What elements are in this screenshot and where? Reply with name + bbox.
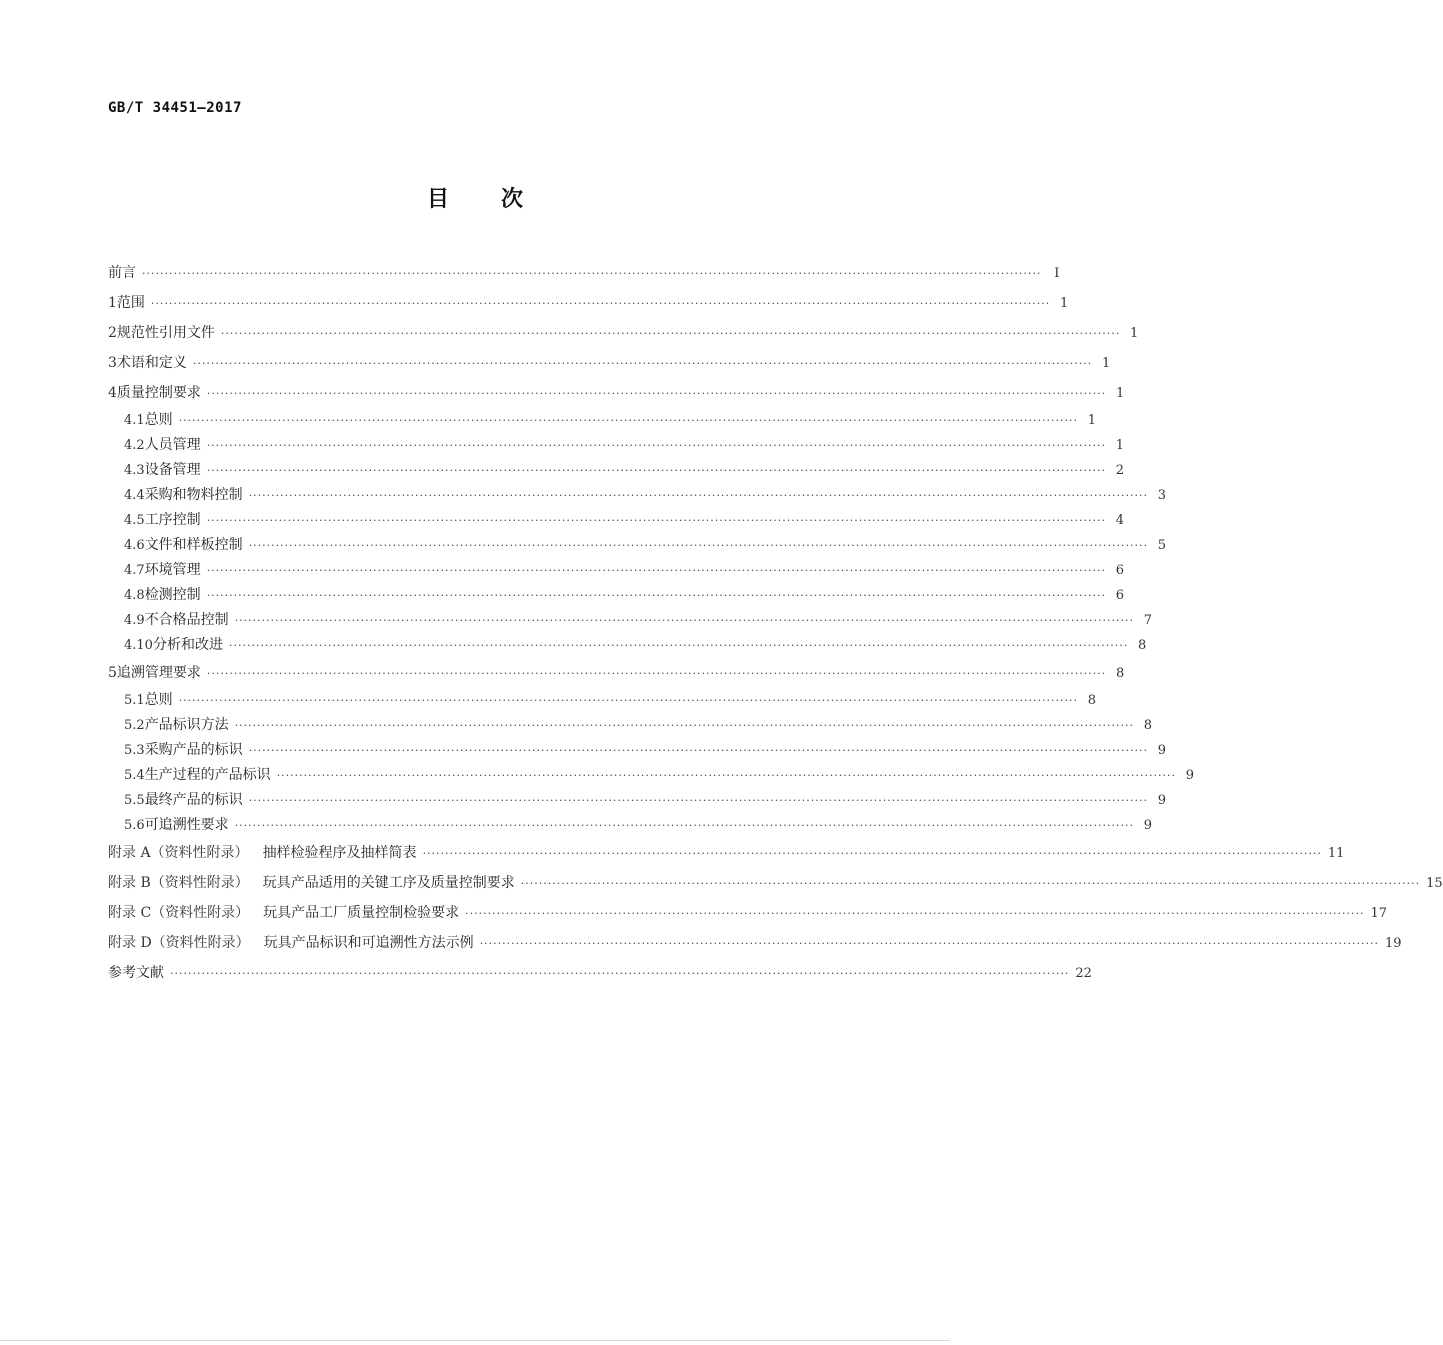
toc-entry-number: 4.6 [124, 538, 145, 553]
toc-leader-dots: ········································································································································································································ [228, 639, 1129, 652]
toc-leader-dots: ········································································································································································································ [206, 439, 1107, 452]
toc-leader-dots: ········································································································································································································ [465, 907, 1365, 920]
toc-entry-title: 参考文献 [108, 965, 164, 981]
toc-leader-dots: ········································································································································································································ [206, 514, 1107, 527]
toc-entry-number: 3 [108, 355, 117, 371]
toc-page-number: 1 [1059, 296, 1069, 311]
toc-entry[interactable] [108, 483, 1167, 508]
toc-entry-title: 设备管理 [144, 462, 201, 478]
toc-entry-number: 4.7 [124, 563, 145, 578]
toc-leader-dots: ········································································································································································································ [220, 327, 1121, 340]
toc-annex-label: 附录 C（资料性附录） [108, 905, 250, 921]
toc-leader-dots: ········································································································································································································ [178, 694, 1079, 707]
toc-annex-label: 附录 A（资料性附录） [108, 845, 249, 861]
toc-entry[interactable] [108, 378, 1125, 408]
toc-entry[interactable] [108, 868, 1443, 898]
toc-entry-number: 4.5 [124, 513, 145, 528]
toc-entry[interactable] [108, 788, 1167, 813]
toc-page-number: 2 [1115, 463, 1125, 478]
toc-page-number: 9 [1143, 818, 1153, 833]
toc-entry-title: 环境管理 [144, 562, 201, 578]
toc-entry[interactable] [108, 763, 1195, 788]
toc-entry-number: 5.1 [124, 693, 145, 708]
toc-entry-number: 5 [108, 665, 117, 681]
toc-leader-dots: ········································································································································································································ [234, 819, 1135, 832]
toc-entry-title: 规范性引用文件 [116, 325, 215, 341]
toc-page-number: 6 [1115, 588, 1125, 603]
toc-page-number: 8 [1138, 638, 1147, 653]
toc-entry-title: 玩具产品标识和可追溯性方法示例 [263, 935, 474, 951]
toc-page-number: 7 [1143, 613, 1153, 628]
toc-annex-label: 附录 B（资料性附录） [108, 875, 249, 891]
toc-entry[interactable] [108, 928, 1402, 958]
toc-entry-number: 5.5 [124, 793, 145, 808]
toc-entry-number: 5.6 [124, 818, 145, 833]
toc-leader-dots: ········································································································································································································ [248, 794, 1149, 807]
toc-entry[interactable] [108, 633, 1147, 658]
toc-page-number: 1 [1087, 413, 1097, 428]
toc-entry[interactable] [108, 348, 1111, 378]
toc-entry-number: 4.9 [124, 613, 145, 628]
toc-leader-dots: ········································································································································································································ [170, 967, 1070, 980]
toc-entry-number: 5.3 [124, 743, 145, 758]
toc-leader-dots: ········································································································································································································ [248, 744, 1149, 757]
toc-page-number: Ⅰ [1054, 266, 1060, 281]
standard-code: GB/T 34451—2017 [108, 100, 242, 116]
toc-entry-title: 工序控制 [144, 512, 201, 528]
toc-page-number: 4 [1115, 513, 1125, 528]
toc-entry-number: 5.4 [124, 768, 145, 783]
toc-page-number: 9 [1185, 768, 1195, 783]
toc-entry-number: 4.1 [124, 413, 145, 428]
toc-entry-title: 追溯管理要求 [116, 665, 201, 681]
toc-page-number: 8 [1143, 718, 1153, 733]
toc-entry[interactable] [108, 738, 1167, 763]
toc-leader-dots: ········································································································································································································ [422, 847, 1322, 860]
toc-entry-title: 采购和物料控制 [144, 487, 243, 503]
toc-leader-dots: ········································································································································································································ [248, 539, 1149, 552]
toc-entry[interactable] [108, 288, 1069, 318]
toc-page-number: 17 [1370, 906, 1388, 921]
toc-entry[interactable] [108, 713, 1153, 738]
toc-entry-number: 2 [108, 325, 117, 341]
toc-page-number: 6 [1115, 563, 1125, 578]
toc-entry-title: 总则 [144, 412, 173, 428]
toc-annex-label: 附录 D（资料性附录） [108, 935, 250, 951]
toc-entry[interactable] [108, 258, 1060, 288]
toc-entry-title: 文件和样板控制 [144, 537, 243, 553]
toc-entry[interactable] [108, 583, 1125, 608]
toc-leader-dots: ········································································································································································································ [479, 937, 1380, 950]
page-title: 目次 [426, 187, 575, 212]
toc-leader-dots: ········································································································································································································ [206, 387, 1107, 400]
toc-entry-title: 分析和改进 [152, 637, 223, 653]
toc-leader-dots: ········································································································································································································ [206, 589, 1107, 602]
toc-leader-dots: ········································································································································································································ [234, 719, 1135, 732]
toc-entry[interactable] [108, 533, 1167, 558]
toc-entry[interactable] [108, 408, 1097, 433]
toc-leader-dots: ········································································································································································································ [248, 489, 1149, 502]
toc-entry[interactable] [108, 958, 1092, 988]
toc-entry-title: 可追溯性要求 [144, 817, 229, 833]
toc-entry-title: 产品标识方法 [144, 717, 229, 733]
toc-entry[interactable] [108, 508, 1125, 533]
toc-entry-title: 人员管理 [144, 437, 201, 453]
toc-page-number: 5 [1157, 538, 1167, 553]
page-bottom-rule [0, 1340, 950, 1341]
toc-entry-title: 质量控制要求 [116, 385, 201, 401]
toc-entry-title: 总则 [144, 692, 173, 708]
toc-leader-dots: ········································································································································································································ [142, 267, 1042, 280]
toc-page-number: 8 [1115, 666, 1125, 681]
toc-page-number: 9 [1157, 743, 1167, 758]
toc-leader-dots: ········································································································································································································ [206, 667, 1107, 680]
toc-entry[interactable] [108, 898, 1388, 928]
toc-leader-dots: ········································································································································································································ [178, 414, 1079, 427]
toc-entry-number: 1 [108, 295, 117, 311]
toc-entry[interactable] [108, 813, 1153, 838]
toc-entry-title: 范围 [116, 295, 145, 311]
toc-entry-number: 4.8 [124, 588, 145, 603]
toc-page-number: 9 [1157, 793, 1167, 808]
toc-page-number: 11 [1327, 846, 1345, 861]
toc-entry-title: 前言 [108, 265, 136, 281]
toc-entry[interactable] [108, 433, 1125, 458]
toc-leader-dots: ········································································································································································································ [192, 357, 1093, 370]
toc-entry-title: 检测控制 [144, 587, 201, 603]
toc-page-number: 22 [1075, 966, 1092, 981]
toc-entry-title: 玩具产品工厂质量控制检验要求 [263, 905, 460, 921]
toc-page-number: 15 [1426, 876, 1443, 891]
toc-entry-title: 采购产品的标识 [144, 742, 243, 758]
toc-entry[interactable] [108, 658, 1125, 688]
toc-entry-title: 玩具产品适用的关键工序及质量控制要求 [262, 875, 515, 891]
toc-entry-number: 5.2 [124, 718, 145, 733]
toc-page-number: 1 [1129, 326, 1139, 341]
toc-entry-title: 抽样检验程序及抽样简表 [262, 845, 417, 861]
toc-page-number: 19 [1385, 936, 1402, 951]
toc-entry-title: 最终产品的标识 [144, 792, 243, 808]
toc-entry-number: 4.4 [124, 488, 145, 503]
toc-leader-dots: ········································································································································································································ [206, 464, 1107, 477]
toc-leader-dots: ········································································································································································································ [206, 564, 1107, 577]
toc-entry[interactable] [108, 608, 1153, 633]
toc-leader-dots: ········································································································································································································ [520, 877, 1421, 890]
toc-entry-title: 术语和定义 [116, 355, 187, 371]
toc-page-number: 1 [1101, 356, 1111, 371]
toc-entry-number: 4.3 [124, 463, 145, 478]
toc-leader-dots: ········································································································································································································ [150, 297, 1051, 310]
toc-leader-dots: ········································································································································································································ [234, 614, 1135, 627]
toc-entry[interactable] [108, 458, 1125, 483]
toc-entry-number: 4.10 [124, 638, 153, 653]
table-of-contents [108, 258, 1443, 988]
toc-page-number: 8 [1087, 693, 1097, 708]
toc-leader-dots: ········································································································································································································ [276, 769, 1177, 782]
toc-entry[interactable] [108, 838, 1345, 868]
toc-entry-number: 4 [108, 385, 117, 401]
toc-page-number: 1 [1115, 438, 1125, 453]
toc-page-number: 3 [1157, 488, 1167, 503]
toc-page-number: 1 [1115, 386, 1125, 401]
toc-entry[interactable] [108, 318, 1139, 348]
toc-entry[interactable] [108, 688, 1097, 713]
toc-entry-number: 4.2 [124, 438, 145, 453]
toc-entry-title: 生产过程的产品标识 [144, 767, 271, 783]
toc-entry[interactable] [108, 558, 1125, 583]
toc-entry-title: 不合格品控制 [144, 612, 229, 628]
